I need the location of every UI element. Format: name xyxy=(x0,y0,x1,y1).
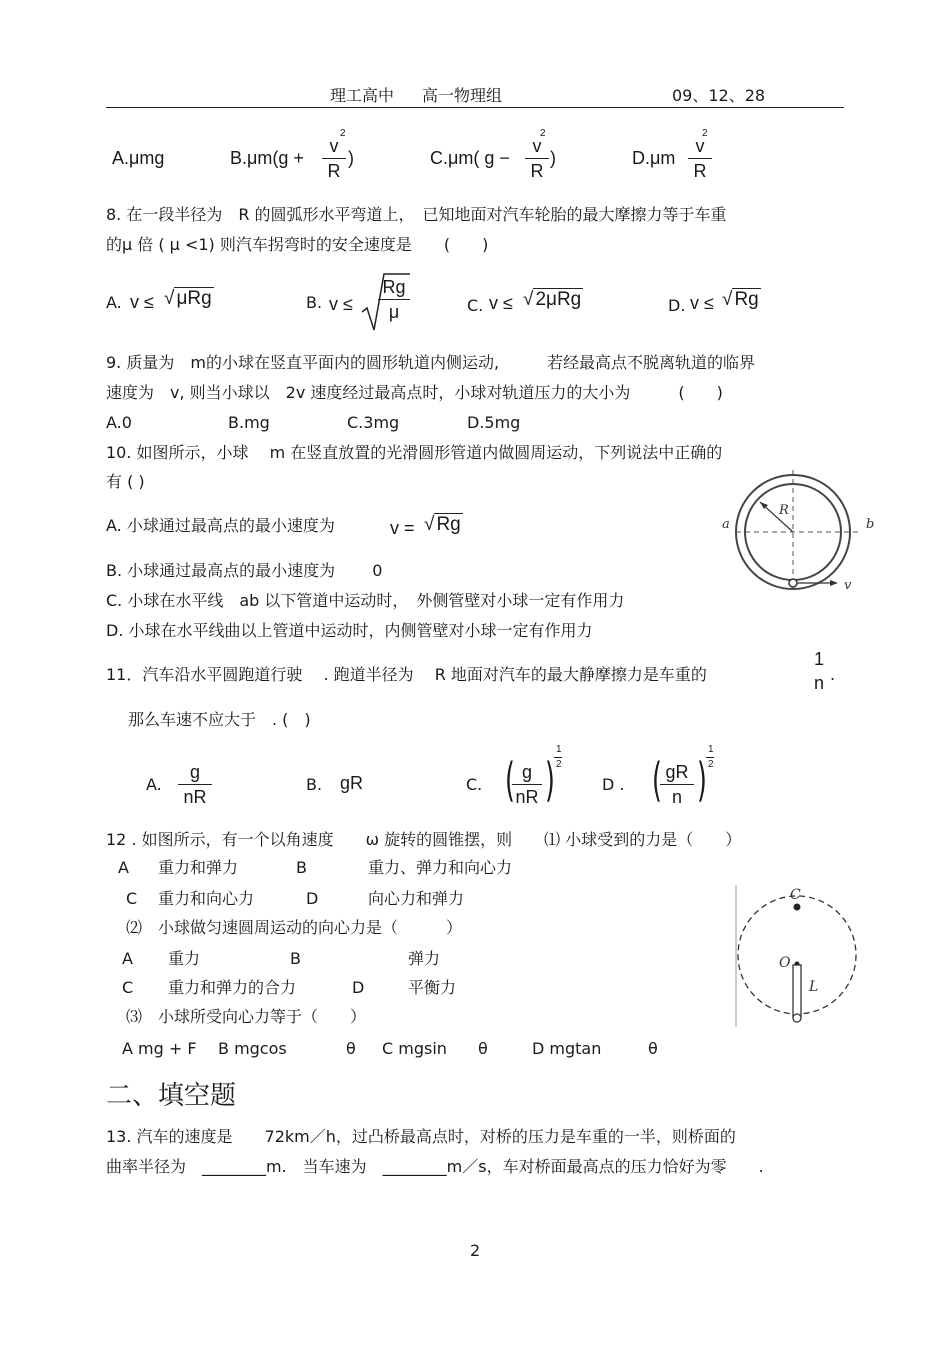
q7-option-d-fraction xyxy=(688,135,712,182)
q11-option-d-label: D . xyxy=(602,775,625,794)
q11-numerator: 1 xyxy=(813,649,824,669)
q12-part2-a-text: 重力 xyxy=(168,949,201,968)
q7-d-denominator: R xyxy=(693,161,707,181)
q12-part2-d-letter: D xyxy=(352,978,365,997)
q7-b-exponent: 2 xyxy=(340,128,346,139)
q11-denominator: n xyxy=(813,673,824,693)
q8-c-radicand: 2μRg xyxy=(535,289,582,310)
q7-option-c-fraction xyxy=(525,135,549,182)
q7-b-numerator: v xyxy=(329,136,339,156)
q10-option-a-text: A. 小球通过最高点的最小速度为 xyxy=(106,516,335,535)
q7-option-c-suffix: ) xyxy=(550,148,556,168)
q8-option-c-label: C. xyxy=(467,296,484,315)
q8-option-c-lhs: v ≤ xyxy=(489,293,513,313)
header-school: 理工高中 xyxy=(330,86,395,105)
q8-option-d-lhs: v ≤ xyxy=(690,293,714,313)
q11-option-b-label: B. xyxy=(306,775,323,794)
q8-a-radicand: μRg xyxy=(176,288,212,309)
q12-part1-a-text: 重力和弹力 xyxy=(158,858,239,877)
q8-option-a-label: A. xyxy=(106,293,122,312)
q8-d-radicand: Rg xyxy=(734,289,759,310)
q9-option-b: B.mg xyxy=(228,413,270,432)
q12-part2-c-text: 重力和弹力的合力 xyxy=(168,978,297,997)
q11-d-numerator: gR xyxy=(665,762,689,782)
q10-option-d: D. 小球在水平线曲以上管道中运动时，内侧管壁对小球一定有作用力 xyxy=(106,621,593,640)
label-a: a xyxy=(722,517,730,532)
q9-option-c: C.3mg xyxy=(347,413,400,432)
label-l: L xyxy=(809,979,819,995)
q11-option-a-fraction xyxy=(178,761,212,808)
q11-c-exp-numerator: 1 xyxy=(556,744,562,755)
q7-c-denominator: R xyxy=(530,161,544,181)
q7-b-bar xyxy=(322,158,346,159)
q11-line-1: 11．汽车沿水平圆跑道行驶 . 跑道半径为 R 地面对汽车的最大静摩擦力是车重的 xyxy=(106,665,707,684)
q8-b-denominator: μ xyxy=(388,302,400,322)
q11-fraction xyxy=(808,648,830,694)
q11-d-exp-numerator: 1 xyxy=(708,744,714,755)
q7-c-numerator: v xyxy=(532,136,542,156)
q12-part1-c-letter: C xyxy=(126,889,138,908)
q8-option-b-fraction xyxy=(378,276,410,323)
q8-option-b-lhs: v ≤ xyxy=(329,294,353,314)
q11-a-bar xyxy=(178,784,212,785)
q11-option-c-label: C. xyxy=(466,775,483,794)
q11-option-c-left-paren: ( xyxy=(505,753,515,807)
q12-part1-d-text: 向心力和弹力 xyxy=(368,889,465,908)
q12-part1-c-text: 重力和向心力 xyxy=(158,889,255,908)
q10-a-radicand: Rg xyxy=(436,514,461,535)
q11-option-d-fraction xyxy=(660,761,694,808)
q8-option-a-sqrt: √ μRg xyxy=(164,288,212,309)
q11-a-numerator: g xyxy=(189,762,200,782)
q11-c-exp-bar xyxy=(554,757,562,758)
q11-option-a-label: A. xyxy=(146,775,162,794)
velocity-arrowhead xyxy=(830,580,838,586)
q7-d-bar xyxy=(688,158,712,159)
q13-line-1: 13. 汽车的速度是 72km／h，过凸桥最高点时，对桥的压力是车重的一半，则桥面的 xyxy=(106,1127,736,1146)
label-b: b xyxy=(866,517,875,532)
q11-d-exp-bar xyxy=(706,757,714,758)
q11-line-2: 那么车速不应大于 . ( ) xyxy=(128,710,311,729)
q7-b-denominator: R xyxy=(327,161,341,181)
q11-d-exp-denominator: 2 xyxy=(708,759,714,770)
q11-option-d-left-paren: ( xyxy=(652,753,662,807)
label-v: v xyxy=(844,578,852,593)
q12-part2-b-letter: B xyxy=(290,949,301,968)
q7-option-c-prefix: C.μm( g − xyxy=(430,148,510,168)
q7-c-exponent: 2 xyxy=(540,128,546,139)
q7-d-numerator: v xyxy=(695,136,705,156)
q12-part3-b-theta: θ xyxy=(346,1039,356,1058)
rod-l xyxy=(793,965,801,1017)
q8-option-d-sqrt: √ Rg xyxy=(722,289,759,310)
label-c: C xyxy=(790,887,801,903)
q7-d-exponent: 2 xyxy=(702,128,708,139)
header-rule xyxy=(106,107,844,108)
q11-option-b-value: gR xyxy=(340,773,364,793)
q10-option-a-sqrt: √ Rg xyxy=(424,514,461,535)
q9-line-1: 9. 质量为 m的小球在竖直平面内的圆形轨道内侧运动, 若经最高点不脱离轨道的临界 xyxy=(106,353,756,372)
q10-figure-circular-tube xyxy=(718,462,878,602)
q7-option-a: A.μmg xyxy=(112,148,165,168)
q8-b-bar xyxy=(378,299,410,300)
q9-line-2: 速度为 v, 则当小球以 2v 速度经过最高点时，小球对轨道压力的大小为 ( ) xyxy=(106,383,723,402)
header-group: 高一物理组 xyxy=(422,86,503,105)
q12-part1-a-letter: A xyxy=(118,858,129,877)
q11-c-exp-denominator: 2 xyxy=(556,759,562,770)
q11-c-denominator: nR xyxy=(515,787,539,807)
q11-d-denominator: n xyxy=(671,787,682,807)
q10-option-b: B. 小球通过最高点的最小速度为 0 xyxy=(106,561,383,580)
q12-part3-a: A mg + F xyxy=(122,1039,197,1058)
q8-b-numerator: Rg xyxy=(382,277,406,297)
q11-option-d-right-paren: ) xyxy=(697,753,707,807)
q11-period: . xyxy=(830,665,836,684)
q11-c-bar xyxy=(512,784,542,785)
q12-part2-b-text: 弹力 xyxy=(408,949,441,968)
q12-part1-b-letter: B xyxy=(296,858,307,877)
q7-c-bar xyxy=(525,158,549,159)
q11-c-numerator: g xyxy=(521,762,532,782)
q7-option-d-prefix: D.μm xyxy=(632,148,676,168)
label-r: R xyxy=(779,503,789,518)
q7-option-b-fraction xyxy=(322,135,346,182)
q11-option-c-right-paren: ) xyxy=(545,753,555,807)
q10-line-1: 10. 如图所示，小球 m 在竖直放置的光滑圆形管道内做圆周运动，下列说法中正确的 xyxy=(106,443,723,462)
q10-option-c: C. 小球在水平线 ab 以下管道中运动时， 外侧管壁对小球一定有作用力 xyxy=(106,591,625,610)
ball xyxy=(793,1014,801,1022)
q8-option-a-lhs: v ≤ xyxy=(130,292,154,312)
q10-option-a-lhs: v = xyxy=(390,518,415,538)
q12-part1-b-text: 重力、弹力和向心力 xyxy=(368,858,513,877)
q11-a-denominator: nR xyxy=(183,787,207,807)
q9-option-d: D.5mg xyxy=(467,413,521,432)
section-2-title: 二、填空题 xyxy=(106,1081,237,1111)
q12-part2-d-text: 平衡力 xyxy=(408,978,457,997)
q12-line-1: 12 . 如图所示，有一个以角速度 ω 旋转的圆锥摆，则 ⑴ 小球受到的力是（ ） xyxy=(106,830,742,849)
q8-option-d-label: D. xyxy=(668,296,686,315)
top-point-c xyxy=(794,904,801,911)
q12-part-3: ⑶ 小球所受向心力等于（ ） xyxy=(126,1007,367,1026)
q12-part3-d: D mgtan xyxy=(532,1039,602,1058)
q12-figure-conical-pendulum xyxy=(735,885,863,1027)
q12-part3-d-theta: θ xyxy=(648,1039,658,1058)
q12-part3-c-theta: θ xyxy=(478,1039,488,1058)
q12-part2-c-letter: C xyxy=(122,978,134,997)
q8-option-c-sqrt: √ 2μRg xyxy=(523,289,582,310)
q7-option-b-suffix: ) xyxy=(348,148,354,168)
q12-part3-c: C mgsin xyxy=(382,1039,447,1058)
q11-d-bar xyxy=(660,784,694,785)
q7-option-b-prefix: B.μm(g + xyxy=(230,148,304,168)
header-date: 09、12、28 xyxy=(672,86,766,105)
page-number: 2 xyxy=(470,1241,481,1260)
q13-line-2: 曲率半径为 ________m. 当车速为 ________m／s，车对桥面最高点的压力恰好为零 . xyxy=(106,1157,764,1176)
q8-line-2: 的μ 倍 ( μ <1) 则汽车拐弯时的安全速度是 ( ) xyxy=(106,235,489,254)
q9-option-a: A.0 xyxy=(106,413,132,432)
q8-option-b-label: B. xyxy=(306,293,323,312)
label-o: O xyxy=(779,955,791,971)
q12-part3-b: B mgcos xyxy=(218,1039,287,1058)
q12-part-2: ⑵ 小球做匀速圆周运动的向心力是（ ） xyxy=(126,918,463,937)
q8-line-1: 8. 在一段半径为 R 的圆弧形水平弯道上， 已知地面对汽车轮胎的最大摩擦力等于车重 xyxy=(106,205,727,224)
ball-m xyxy=(789,579,797,587)
q12-part1-d-letter: D xyxy=(306,889,319,908)
q10-line-2: 有 ( ) xyxy=(106,472,145,491)
q11-option-c-fraction xyxy=(512,761,542,808)
q12-part2-a-letter: A xyxy=(122,949,133,968)
